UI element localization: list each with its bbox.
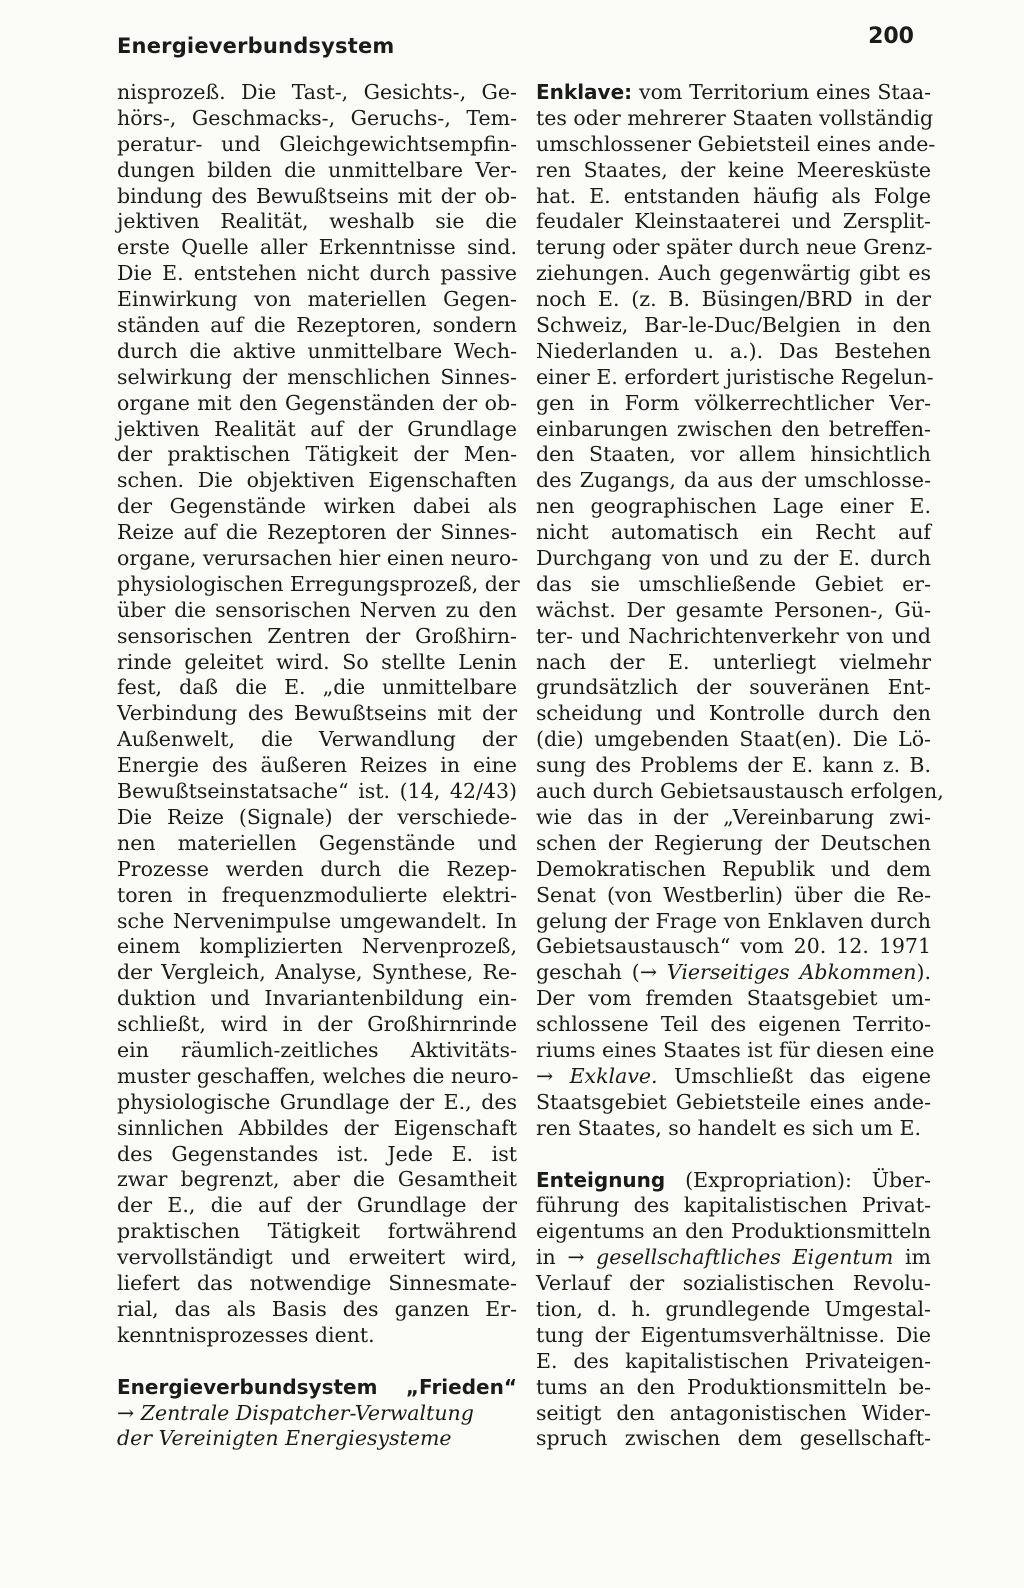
left-column [117, 80, 520, 1452]
right-column [536, 80, 944, 1452]
text-line: riums eines Staates ist für diesen eine [536, 1037, 935, 1062]
text-line: einbarungen zwischen den betreffen- [536, 416, 931, 441]
text-line: vervollständigt und erweitert wird, [117, 1245, 517, 1270]
entry-energieverbundsystem-continuation [117, 80, 520, 1349]
text-line: Verlauf der sozialistischen Revolu- [536, 1271, 931, 1296]
entry-text: im [893, 1245, 931, 1270]
text-line: sinnlichen Abbildes der Eigenschaft [117, 1115, 517, 1140]
text-line: terung oder später durch neue Grenz- [536, 235, 933, 260]
text-line: sche Nervenimpulse umgewandelt. In [117, 908, 517, 933]
text-line: scheidung und Kontrolle durch den [536, 701, 931, 726]
text-line: peratur- und Gleichgewichtsempfin- [117, 131, 517, 156]
text-line: duktion und Invariantenbildung ein- [117, 986, 517, 1011]
text-line: Die E. entstehen nicht durch passive [117, 261, 517, 286]
text-line: jektiven Realität, weshalb sie die [117, 209, 517, 234]
cross-reference-line[interactable]: der Vereinigten Energiesysteme [117, 1426, 452, 1451]
entry-headword: Energieverbundsystem „Frieden“ [117, 1374, 517, 1399]
text-line: gen in Form völkerrechtlicher Ver- [536, 390, 931, 415]
entry-text: in [536, 1245, 568, 1270]
cross-reference-link[interactable]: Vierseitiges Abkommen [657, 960, 917, 985]
text-line: rinde geleitet wird. So stellte Lenin [117, 649, 517, 674]
text-line: physiologischen Erregungsprozeß, der [117, 571, 520, 596]
text-line: erste Quelle aller Erkenntnisse sind. [117, 235, 517, 260]
text-line: Reize auf die Rezeptoren der Sinnes- [117, 520, 517, 545]
entry-gap [117, 1349, 517, 1375]
text-line: tung der Eigentumsverhältnisse. Die [536, 1322, 931, 1347]
text-line: tion, d. h. grundlegende Umgestal- [536, 1296, 931, 1321]
entry-headword-line [117, 1375, 517, 1401]
entry-text: vom Territorium eines Staa- [632, 80, 931, 104]
text-line: Außenwelt, die Verwandlung der [117, 727, 517, 752]
entry-text: (Expropriation): Über- [665, 1167, 931, 1192]
text-line: nisprozeß. Die Tast-, Gesichts-, Ge- [117, 80, 517, 104]
text-line: auch durch Gebietsaustausch erfolgen, [536, 779, 944, 804]
text-line: feudaler Kleinstaaterei und Zersplit- [536, 209, 931, 234]
text-line: ren Staates, so handelt es sich um E. [536, 1115, 921, 1140]
text-line: das sie umschließende Gebiet er- [536, 571, 931, 596]
text-line: Verbindung des Bewußtseins mit der [117, 701, 517, 726]
text-line: ren Staates, der keine Meeresküste [536, 157, 931, 182]
cross-reference-link[interactable]: Exklave. [553, 1063, 658, 1088]
text-line: schließt, wird in der Großhirnrinde [117, 1012, 517, 1037]
text-line: (die) umgebenden Staat(en). Die Lö- [536, 727, 931, 752]
text-line: führung des kapitalistischen Privat- [536, 1193, 931, 1218]
text-line: fest, daß die E. „die unmittelbare [117, 675, 517, 700]
text-line: tums an den Produktionsmitteln be- [536, 1374, 931, 1399]
text-line: der Gegenstände wirken dabei als [117, 494, 517, 519]
arrow-right-icon: → [639, 960, 657, 985]
text-line: über die sensorischen Nerven zu den [117, 597, 517, 622]
entry-body [536, 1271, 931, 1452]
text-line: ter- und Nachrichtenverkehr von und [536, 623, 931, 648]
text-line: Schweiz, Bar-le-Duc/Belgien in den [536, 313, 931, 338]
entry-enklave [536, 80, 944, 1142]
entry-text: geschah ( [536, 960, 640, 985]
entry-headword: Enteignung [536, 1167, 666, 1192]
text-line: seitigt den antagonistischen Wider- [536, 1400, 931, 1425]
text-line: liefert das notwendige Sinnesmate- [117, 1270, 517, 1295]
text-line: Der vom fremden Staatsgebiet um- [536, 986, 931, 1011]
text-line: Demokratischen Republik und dem [536, 856, 931, 881]
entry-enteignung [536, 1168, 931, 1453]
entry-body [536, 1193, 931, 1245]
running-head: Energieverbundsystem [117, 34, 395, 58]
text-line: kenntnisprozesses dient. [117, 1322, 375, 1347]
entry-headword: Enklave: [536, 80, 633, 104]
entry-first-line [536, 80, 931, 106]
entry-body [536, 1090, 931, 1142]
arrow-right-icon: → [536, 1063, 554, 1088]
text-line: schlossene Teil des eigenen Territo- [536, 1012, 931, 1037]
text-line: des Gegenstandes ist. Jede E. ist [117, 1141, 517, 1166]
text-line: einer E. erfordert juristische Regelun- [536, 364, 934, 389]
arrow-right-icon: → [117, 1400, 135, 1425]
text-line: organe mit den Gegenständen der ob- [117, 390, 517, 415]
text-line: eigentums an den Produktionsmitteln [536, 1219, 931, 1244]
entry-text: ). [916, 960, 931, 985]
entry-gap [536, 1142, 931, 1168]
text-line: zwar begrenzt, aber die Gesamtheit [117, 1167, 517, 1192]
page-number: 200 [868, 24, 914, 49]
text-line: Die Reize (Signale) der verschiede- [117, 804, 517, 829]
text-line: Bewußtseinstatsache“ ist. (14, 42/43) [117, 779, 517, 804]
text-line: der E., die auf der Grundlage der [117, 1193, 517, 1218]
text-line: spruch zwischen dem gesellschaft- [536, 1426, 931, 1451]
cross-reference-link[interactable]: gesellschaftliches Eigentum [584, 1245, 894, 1270]
text-line: nen geographischen Lage einer E. [536, 494, 931, 519]
text-line: den Staaten, vor allem hinsichtlich [536, 442, 931, 467]
cross-reference-line [117, 1401, 517, 1427]
text-line: hat. E. entstanden häufig als Folge [536, 183, 931, 208]
text-line: noch E. (z. B. Büsingen/BRD in der [536, 287, 931, 312]
arrow-right-icon: → [567, 1245, 585, 1270]
text-line: Niederlanden u. a.). Das Bestehen [536, 338, 931, 363]
text-line: muster geschaffen, welches die neuro- [117, 1063, 519, 1088]
text-line: schen. Die objektiven Eigenschaften [117, 468, 517, 493]
text-line: physiologische Grundlage der E., des [117, 1089, 517, 1114]
text-line: dungen bilden die unmittelbare Ver- [117, 157, 517, 182]
text-line: Prozesse werden durch die Rezep- [117, 856, 517, 881]
text-line: toren in frequenzmodulierte elektri- [117, 882, 517, 907]
text-line: sung des Problems der E. kann z. B. [536, 753, 931, 778]
text-line: nach der E. unterliegt vielmehr [536, 649, 931, 674]
text-line: selwirkung der menschlichen Sinnes- [117, 364, 517, 389]
text-line: ziehungen. Auch gegenwärtig gibt es [536, 261, 931, 286]
text-line: durch die aktive unmittelbare Wech- [117, 338, 517, 363]
entry-line [536, 1064, 931, 1090]
text-line: nicht automatisch ein Recht auf [536, 520, 931, 545]
text-line: schen der Regierung der Deutschen [536, 830, 931, 855]
text-line: grundsätzlich der souveränen Ent- [536, 675, 931, 700]
text-line: Einwirkung von materiellen Gegen- [117, 287, 517, 312]
text-line: bindung des Bewußtseins mit der ob- [117, 183, 517, 208]
entry-body [536, 105, 944, 960]
text-line: sensorischen Zentren der Großhirn- [117, 623, 517, 648]
text-line: rial, das als Basis des ganzen Er- [117, 1296, 517, 1321]
text-line: gelung der Frage von Enklaven durch [536, 908, 931, 933]
text-line: hörs-, Geschmacks-, Geruchs-, Tem- [117, 105, 517, 130]
text-line: Senat (von Westberlin) über die Re- [536, 882, 931, 907]
text-line: Gebietsaustausch“ vom 20. 12. 1971 [536, 934, 931, 959]
text-line: jektiven Realität auf der Grundlage [117, 416, 517, 441]
text-line: tes oder mehrerer Staaten vollständig [536, 105, 934, 130]
entry-energieverbundsystem-frieden [117, 1375, 517, 1453]
text-line: einem komplizierten Nervenprozeß, [117, 934, 517, 959]
text-line: wie das in der „Vereinbarung zwi- [536, 804, 931, 829]
text-line: ständen auf die Rezeptoren, sondern [117, 313, 517, 338]
text-line: Durchgang von und zu der E. durch [536, 546, 931, 571]
entry-text: Umschließt das eigene [657, 1063, 931, 1088]
text-line: praktischen Tätigkeit fortwährend [117, 1219, 517, 1244]
text-line: Staatsgebiet Gebietsteile eines ande- [536, 1089, 931, 1114]
text-line: wächst. Der gesamte Personen-, Gü- [536, 597, 931, 622]
text-line: der Vergleich, Analyse, Synthese, Re- [117, 960, 517, 985]
cross-reference-link[interactable]: Zentrale Dispatcher-Verwaltung [140, 1400, 474, 1425]
text-line: ein räumlich-zeitliches Aktivitäts- [117, 1037, 517, 1062]
text-line: des Zugangs, da aus der umschlosse- [536, 468, 931, 493]
text-line: umschlossener Gebietsteil eines ande- [536, 131, 936, 156]
entry-line [536, 960, 931, 986]
entry-body [536, 986, 935, 1064]
text-line: der praktischen Tätigkeit der Men- [117, 442, 517, 467]
entry-first-line [536, 1168, 931, 1194]
entry-line [536, 1245, 931, 1271]
text-line: Energie des äußeren Reizes in eine [117, 753, 517, 778]
text-line: nen materiellen Gegenstände und [117, 830, 517, 855]
text-line: E. des kapitalistischen Privateigen- [536, 1348, 931, 1373]
text-line: organe, verursachen hier einen neuro- [117, 546, 519, 571]
